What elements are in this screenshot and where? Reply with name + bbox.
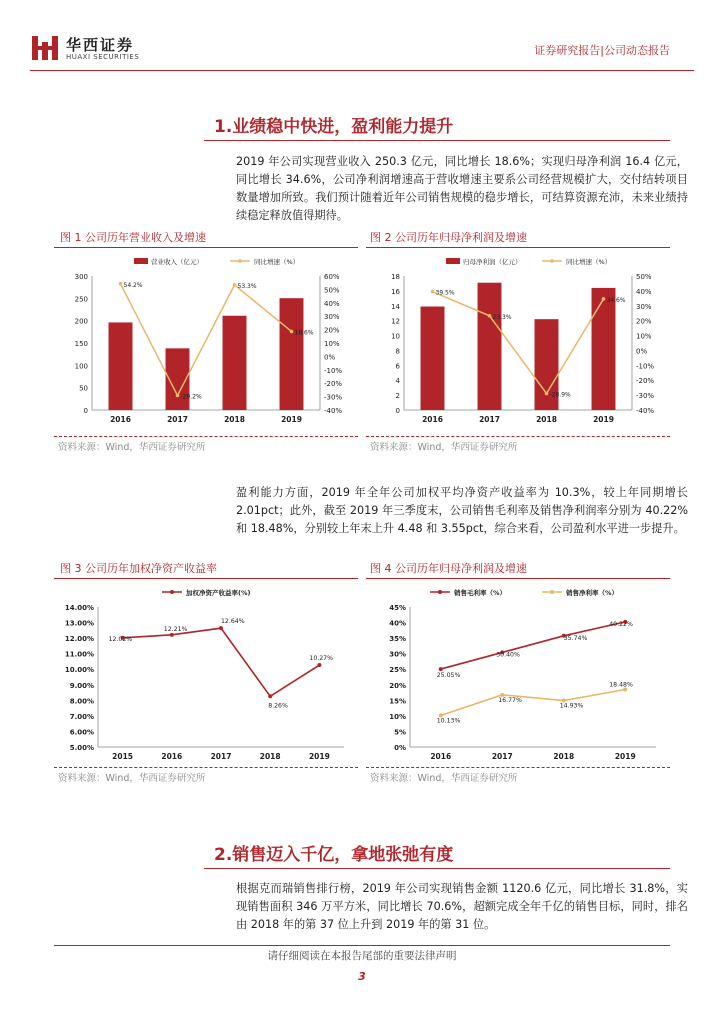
y-tick-label: 4 [395, 377, 400, 386]
series-point [170, 633, 174, 637]
legend-line-label: 同比增速（%） [566, 258, 612, 266]
y-tick-label: 25% [389, 666, 406, 675]
growth-point [119, 282, 123, 286]
x-tick-label: 2019 [281, 415, 302, 424]
y2-tick-label: -40% [636, 407, 655, 415]
bar [592, 288, 616, 410]
chart-margins [366, 581, 670, 765]
growth-point [488, 314, 492, 318]
y2-tick-label: -10% [636, 362, 655, 371]
bar [223, 316, 247, 410]
growth-data-label: 34.6% [606, 296, 626, 304]
y-tick-label: 50 [79, 384, 88, 393]
y-tick-label: 12 [391, 317, 400, 326]
series-data-label: 8.26% [268, 702, 288, 710]
growth-data-label: 23.3% [492, 313, 512, 321]
series-data-label: 25.05% [436, 672, 461, 680]
y-tick-label: 150 [74, 340, 88, 348]
series-data-label: 40.22% [609, 620, 633, 628]
figure-4-caption: 图 4 公司历年归母净利润及增速 [370, 562, 527, 575]
y2-tick-label: 20% [324, 326, 340, 335]
logo-chinese: 华西证券 [66, 36, 135, 54]
growth-point [545, 392, 549, 396]
y-tick-label: 30% [389, 650, 406, 659]
y2-tick-label: -30% [636, 392, 655, 401]
y-tick-label: 9.00% [69, 681, 94, 690]
y-tick-label: 100 [74, 362, 88, 371]
y2-tick-label: 30% [324, 313, 340, 322]
series-data-label: 12.64% [221, 618, 245, 626]
x-tick-label: 2016 [422, 415, 443, 424]
x-tick-label: 2018 [259, 752, 281, 761]
legend-label: 加权净资产收益率(%) [186, 589, 251, 597]
y2-tick-label: 10% [636, 332, 652, 341]
legend-label: 销售净利率（%） [566, 589, 619, 597]
growth-data-label: 39.5% [435, 289, 455, 297]
y-tick-label: 8 [395, 347, 400, 356]
figure-1-source: 资料来源：Wind，华西证券研究所 [58, 442, 206, 453]
x-tick-label: 2019 [593, 415, 614, 424]
y-tick-label: 15% [389, 697, 406, 706]
footer-rule [54, 945, 670, 946]
y-tick-label: 0 [395, 407, 400, 415]
chart-roe [54, 581, 358, 765]
bar [280, 298, 304, 410]
header-rule [30, 70, 694, 71]
legend-line-marker [238, 259, 242, 263]
logo-english: HUAXI SECURITIES [66, 53, 140, 61]
section-2-title-rule [204, 868, 670, 869]
growth-line [433, 289, 604, 394]
series-data-label: 12.02% [108, 635, 133, 643]
series-data-label: 14.93% [559, 702, 584, 710]
figure-1-source-rule [54, 436, 358, 437]
y2-tick-label: 60% [324, 273, 340, 281]
series-line [441, 622, 626, 669]
legend-bar-swatch [446, 258, 460, 264]
y2-tick-label: 0% [636, 347, 648, 356]
y-tick-label: 14 [391, 302, 400, 311]
growth-point [233, 283, 237, 287]
series-point [439, 667, 443, 671]
legend-line-label: 同比增速（%） [254, 258, 300, 266]
growth-point [602, 297, 606, 301]
figure-3-source: 资料来源：Wind，华西证券研究所 [58, 773, 206, 784]
y-tick-label: 10 [391, 332, 400, 341]
series-data-label: 30.40% [496, 651, 520, 659]
paragraph-profitability: 盈利能力方面，2019 年全年公司加权平均净资产收益率为 10.3%，较上年同期增长 2.01pct；此外，截至 2019 年三季度末，公司销售毛利率及销售净利润率分别为 40.22%和 18.48%，分别较上年末上升 4.48 和 3.55pct，综合来看，公司盈利水平进一步提升。 [236, 486, 688, 535]
x-tick-label: 2017 [491, 752, 513, 761]
growth-data-label: 54.2% [123, 281, 143, 289]
series-point [219, 626, 223, 630]
x-tick-label: 2018 [553, 752, 575, 761]
y-tick-label: 300 [74, 273, 88, 281]
y2-tick-label: 40% [636, 287, 652, 296]
x-tick-label: 2018 [536, 415, 557, 424]
y-tick-label: 6 [395, 362, 400, 371]
legend-bar-label: 归母净利润（亿元） [463, 258, 522, 266]
x-tick-label: 2019 [308, 752, 330, 761]
legend-marker [170, 590, 174, 594]
series-line [123, 625, 320, 696]
legend-marker [550, 590, 554, 594]
y-tick-label: 14.00% [64, 604, 94, 612]
x-tick-label: 2017 [210, 752, 232, 761]
y-tick-label: 40% [389, 619, 406, 628]
bar [421, 307, 445, 410]
chart-revenue [54, 250, 358, 434]
legend-line-marker [550, 259, 554, 263]
section-2-title: 2.销售迈入千亿，拿地张弛有度 [214, 845, 454, 865]
y-tick-label: 45% [389, 604, 406, 612]
series-data-label: 10.27% [309, 655, 333, 663]
legend-marker [438, 590, 442, 594]
y-tick-label: 7.00% [69, 712, 94, 721]
huaxi-logo-icon [30, 34, 60, 62]
x-tick-label: 2017 [167, 415, 188, 424]
page-number: 3 [358, 970, 366, 983]
series-data-label: 16.77% [498, 696, 522, 704]
y-tick-label: 5.00% [69, 744, 94, 752]
y2-tick-label: 40% [324, 299, 340, 308]
x-tick-label: 2015 [112, 752, 134, 761]
y-tick-label: 12.00% [64, 635, 94, 644]
y-tick-label: 20% [389, 681, 406, 690]
y-tick-label: 250 [74, 295, 88, 304]
growth-line [121, 281, 292, 396]
y2-tick-label: -30% [324, 393, 343, 402]
figure-3-caption: 图 3 公司历年加权净资产收益率 [60, 562, 217, 575]
y-tick-label: 200 [74, 317, 88, 326]
x-tick-label: 2016 [110, 415, 131, 424]
y-tick-label: 16 [391, 287, 400, 296]
y2-tick-label: -20% [636, 377, 655, 386]
growth-data-label: 53.3% [237, 282, 257, 290]
bar [109, 322, 133, 410]
figure-2-source-rule [366, 436, 670, 437]
x-tick-label: 2016 [161, 752, 183, 761]
y-tick-label: 8.00% [69, 697, 94, 706]
y2-tick-label: 50% [324, 286, 340, 295]
figure-4-source: 资料来源：Wind，华西证券研究所 [370, 773, 518, 784]
x-tick-label: 2018 [224, 415, 245, 424]
growth-point [431, 290, 435, 294]
y-tick-label: 18 [391, 273, 400, 281]
y-tick-label: 10% [389, 712, 406, 721]
figure-2-source: 资料来源：Wind，华西证券研究所 [370, 442, 518, 453]
x-tick-label: 2016 [430, 752, 452, 761]
series-data-label: 10.13% [436, 717, 461, 725]
y-tick-label: 0 [83, 407, 88, 415]
y2-tick-label: -20% [324, 380, 343, 389]
y2-tick-label: -10% [324, 366, 343, 375]
y-tick-label: 5% [394, 728, 406, 737]
bar [478, 283, 502, 410]
y-tick-label: 10.00% [64, 666, 94, 675]
growth-point [290, 330, 294, 334]
section-1-title: 1.业绩稳中快进，盈利能力提升 [214, 117, 454, 137]
growth-point [176, 394, 180, 398]
figure-3-rule [54, 578, 358, 579]
legend-label: 销售毛利率（%） [454, 589, 507, 597]
x-tick-label: 2019 [614, 752, 636, 761]
y2-tick-label: 0% [324, 353, 336, 362]
figure-4-source-rule [366, 767, 670, 768]
y-tick-label: 2 [395, 392, 400, 401]
figure-3-source-rule [54, 767, 358, 768]
figure-2-rule [366, 247, 670, 248]
y2-tick-label: 10% [324, 340, 340, 348]
y-tick-label: 6.00% [69, 728, 94, 737]
series-point [317, 663, 321, 667]
report-type: 证券研究报告|公司动态报告 [534, 44, 670, 57]
y2-tick-label: 30% [636, 302, 652, 311]
paragraph-revenue: 2019 年公司实现营业收入 250.3 亿元，同比增长 18.6%；实现归母净利润 16.4 亿元，同比增长 34.6%，公司净利润增速高于营收增速主要系公司经营规模扩大，交付结转项目数量增加所致。我们预计随着近年公司销售规模的稳步增长，可结算资源充沛，未来业绩持续稳定释放值得期待。 [236, 155, 688, 222]
y-tick-label: 35% [389, 635, 406, 644]
growth-data-label: -28.9% [549, 391, 571, 399]
figure-1-rule [54, 247, 358, 248]
y2-tick-label: -40% [324, 407, 343, 415]
y2-tick-label: 50% [636, 273, 652, 281]
series-line [441, 690, 626, 716]
y-tick-label: 11.00% [64, 650, 94, 659]
figure-2-caption: 图 2 公司历年归母净利润及增速 [370, 231, 527, 244]
growth-data-label: 18.6% [294, 329, 314, 337]
figure-4-rule [366, 578, 670, 579]
footer-disclaimer: 请仔细阅读在本报告尾部的重要法律声明 [267, 950, 457, 962]
x-tick-label: 2017 [479, 415, 500, 424]
growth-data-label: -29.2% [180, 393, 202, 401]
y-tick-label: 13.00% [64, 619, 94, 628]
legend-bar-label: 营业收入（亿元） [151, 258, 203, 266]
y-tick-label: 0% [394, 744, 406, 752]
series-data-label: 12.21% [163, 625, 188, 633]
section-1-title-rule [204, 140, 670, 141]
figure-1-caption: 图 1 公司历年营业收入及增速 [60, 231, 206, 244]
chart-net-profit [366, 250, 670, 434]
paragraph-sales: 根据克而瑞销售排行榜，2019 年公司实现销售金额 1120.6 亿元，同比增长 31.8%，实现销售面积 346 万平方米，同比增长 70.6%，超额完成全年千亿的销售目标，同时，排名由 2018 年的第 37 位上升到 2019 年的第 31 位。 [236, 882, 688, 931]
series-point [268, 694, 272, 698]
legend-bar-swatch [134, 258, 148, 264]
series-data-label: 35.74% [563, 634, 588, 642]
y2-tick-label: 20% [636, 317, 652, 326]
series-data-label: 18.48% [609, 681, 633, 689]
